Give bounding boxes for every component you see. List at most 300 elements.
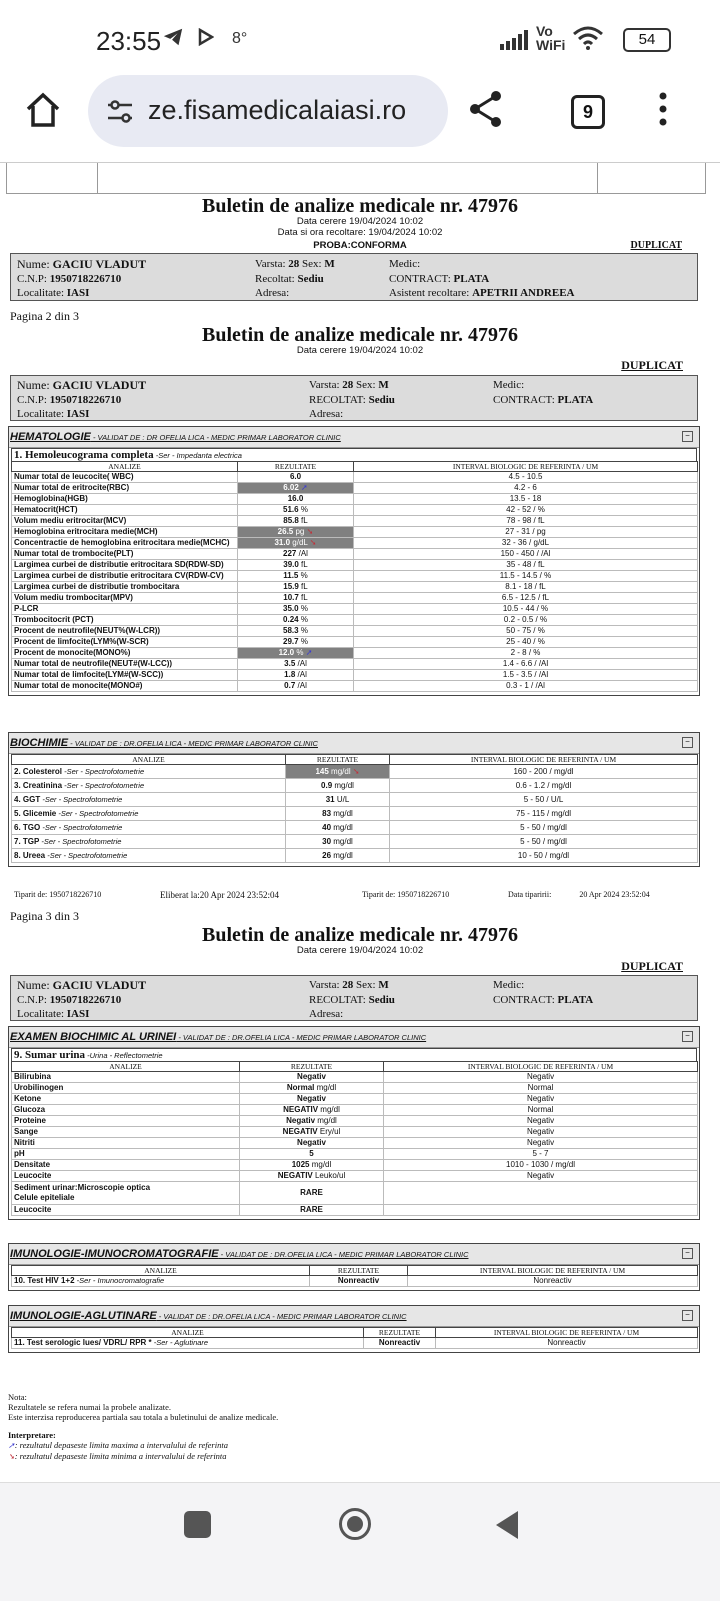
reference-range: 13.5 - 18 [354,494,698,505]
patient-adresa: Adresa: [309,408,344,420]
validat-text: - VALIDAT DE : DR.OFELIA LICA - MEDIC PRIMAR LABORATOR CLINIC [176,1033,427,1042]
reference-range: 0.2 - 0.5 / % [354,615,698,626]
hematologie-section [8,426,700,696]
page3-duplicat: DUPLICAT [621,959,683,973]
patient-medic: Medic: [389,258,421,270]
patient-loc: Localitate: IASI [17,287,90,299]
col-rezultate: REZULTATE [238,462,354,472]
web-page [0,163,720,1475]
page2-patient-box [10,375,698,421]
analysis-name: 8. Ureea [14,851,46,860]
result-unit: Leuko/ul [312,1171,346,1180]
table-row [12,1338,698,1349]
reference-range: 4.5 - 10.5 [354,472,698,483]
reference-range: Negativ [384,1138,698,1149]
navigation-bar [0,1482,720,1601]
analysis-name: Sange [12,1127,240,1138]
validat-text: - VALIDAT DE : DR OFELIA LICA - MEDIC PRIMAR LABORATOR CLINIC [90,433,341,442]
nota-line-1: Rezultatele se refera numai la probele analizate. [8,1402,172,1412]
home-icon[interactable] [24,92,62,133]
reference-range: 32 - 36 / g/dL [354,538,698,549]
data-tiparirii: Data tiparirii: 20 Apr 2024 23:52:04 [508,890,650,899]
table-row [12,765,698,779]
interp-line-2: : rezultatul depaseste limita minima a intervalului de referinta [14,1451,227,1461]
result-unit: % [294,648,304,657]
table-row [12,505,698,516]
page3-data-cerere: Data cerere 19/04/2024 10:02 [296,945,424,956]
eliberat-la: Eliberat la:20 Apr 2024 23:52:04 [160,890,279,900]
battery-icon: 54 [623,28,671,52]
analysis-name: 5. Glicemie [14,809,57,818]
result-value: 31 [325,795,335,804]
reference-range: 1.5 - 3.5 / /Al [354,670,698,681]
collapse-icon[interactable]: − [682,431,693,442]
collapse-icon[interactable]: − [682,1248,693,1259]
table-row [12,593,698,604]
proba-label: PROBA:CONFORMA [313,240,407,251]
patient-medic: Medic: [493,979,525,991]
result-value: 1.8 [284,670,296,679]
back-button[interactable] [494,1509,520,1546]
analysis-method: -Ser - Spectrofotometrie [56,809,139,818]
analysis-name: Procent de limfocite(LYM%(W-SCR) [12,637,238,648]
result-value: 16.0 [287,494,304,503]
reference-range: 160 - 200 / mg/dl [390,765,698,779]
analysis-name: Densitate [12,1160,240,1171]
table-row [12,1072,698,1083]
result-value: Nonreactiv [378,1338,421,1347]
analysis-method: -Ser - Spectrofotometrie [39,837,122,846]
share-icon[interactable] [468,90,504,133]
result-value: 58.3 [283,626,299,635]
arrow-down-icon: ➘ [350,767,360,776]
reference-range: 5 - 7 [384,1149,698,1160]
result-value: 0.24 [283,615,299,624]
play-icon [198,28,214,51]
section-title: IMUNOLOGIE-IMUNOCROMATOGRAFIE [10,1248,219,1260]
result-value: 145 [315,767,329,776]
arrow-up-icon: ➚ [303,648,313,657]
col-rezultate: REZULTATE [240,1062,384,1072]
test-method: -Ser - Aglutinare [151,1338,209,1347]
section-title: BIOCHIMIE [10,737,69,749]
biochimie-header [9,733,699,754]
result-value: 0.7 [284,681,296,690]
test-name: 10. Test HIV 1+2 [14,1276,75,1285]
status-temp: 8° [232,30,248,47]
analysis-method: -Ser - Spectrofotometrie [62,781,145,790]
result-unit: mg/dl [331,837,353,846]
reference-range: 5 - 50 / mg/dl [390,821,698,835]
result-value: Negativ [297,1138,326,1147]
test-method: -Ser - Impedanta electrica [153,451,242,460]
result-value: Negativ [286,1116,316,1125]
reference-range: 5 - 50 / U/L [390,793,698,807]
arrow-up-icon: ➚ [298,483,308,492]
celule-label: Celule epiteliale [14,1193,75,1202]
data-recoltare: Data si ora recoltare: 19/04/2024 10:02 [277,227,443,238]
result-unit: Ery/ul [317,1127,341,1136]
analysis-name: Numar total de leucocite( WBC) [12,472,238,483]
result-value: 26.5 [277,527,294,536]
celule-value: RARE [300,1188,323,1197]
result-unit: /Al [295,670,307,679]
table-row [12,779,698,793]
analysis-name: Largimea curbei de distributie eritrocitara CV(RDW-CV) [12,571,238,582]
table-row [12,1171,698,1182]
analysis-name: 4. GGT [14,795,41,804]
reference-range: 78 - 98 / fL [354,516,698,527]
imuno1-section [8,1243,700,1291]
patient-adresa: Adresa: [255,287,290,299]
col-interval: INTERVAL BIOLOGIC DE REFERINTA / UM [354,462,698,472]
hematologie-header [9,427,699,448]
analysis-name: 3. Creatinina [14,781,63,790]
table-row [12,1276,698,1287]
telegram-icon [162,26,184,53]
address-bar[interactable] [88,75,448,147]
imuno2-table [11,1327,698,1349]
status-bar [0,0,720,70]
reference-range: Normal [384,1083,698,1094]
analysis-method: -Ser - Spectrofotometrie [40,823,123,832]
imuno1-table [11,1265,698,1287]
result-unit: fL [298,560,308,569]
hematologie-table [11,461,698,692]
result-value: 11.5 [283,571,299,580]
reference-range: 8.1 - 18 / fL [354,582,698,593]
patient-medic: Medic: [493,379,525,391]
table-row [12,516,698,527]
analysis-name: Trombocitocrit (PCT) [12,615,238,626]
patient-contract: CONTRACT: PLATA [493,994,594,1006]
table-row [12,1205,698,1216]
analysis-name: Leucocite [12,1171,240,1182]
analysis-name: Volum mediu eritrocitar(MCV) [12,516,238,527]
test-method: -Ser - Imunocromatografie [74,1276,165,1285]
reference-range: 50 - 75 / % [354,626,698,637]
table-row [12,1116,698,1127]
table-row [12,626,698,637]
table-row [12,807,698,821]
analysis-name: Hematocrit(HCT) [12,505,238,516]
reference-range: 75 - 115 / mg/dl [390,807,698,821]
analysis-name: Urobilinogen [12,1083,240,1094]
result-value: 227 [283,549,297,558]
patient-asistent: Asistent recoltare: APETRII ANDREEA [389,287,575,299]
table-row [12,670,698,681]
test-name: 11. Test serologic lues/ VDRL/ RPR * [14,1338,152,1347]
patient-name: Nume: GACIU VLADUT [17,978,147,992]
reference-range: Negativ [384,1094,698,1105]
reference-range: Negativ [384,1127,698,1138]
analysis-name: 2. Colesterol [14,767,63,776]
result-unit: mg/dl [328,767,351,776]
result-value: Nonreactiv [337,1276,380,1285]
result-unit: mg/dl [332,781,354,790]
tiparit-de-1: Tiparit de: 1950718226710 [14,890,102,899]
result-unit: /Al [295,659,307,668]
col-rezultate: REZULTATE [310,1266,408,1276]
table-row [12,615,698,626]
more-menu-icon[interactable] [659,92,667,131]
result-value: 3.5 [284,659,296,668]
result-value: NEGATIV [282,1127,318,1136]
table-row [12,1105,698,1116]
patient-varsta: Varsta: 28 Sex: M [309,979,389,991]
reference-range: 27 - 31 / pg [354,527,698,538]
result-unit: mg/dl [331,809,353,818]
patient-varsta: Varsta: 28 Sex: M [309,379,389,391]
analysis-name: Nitriti [12,1138,240,1149]
page2-title: Buletin de analize medicale nr. 47976 [202,324,518,346]
reference-range: 25 - 40 / % [354,637,698,648]
col-interval: INTERVAL BIOLOGIC DE REFERINTA / UM [436,1328,698,1338]
reference-range: Normal [384,1105,698,1116]
reference-range: 35 - 48 / fL [354,560,698,571]
table-row [12,1149,698,1160]
analysis-name: 7. TGP [14,837,40,846]
result-value: 15.9 [283,582,299,591]
table-row [12,648,698,659]
reference-range: 5 - 50 / mg/dl [390,835,698,849]
patient-contract: CONTRACT: PLATA [389,273,490,285]
page2-duplicat: DUPLICAT [621,358,683,372]
table-row [12,659,698,670]
arrow-down-icon: ➘ [304,527,314,536]
result-unit: pg [293,527,305,536]
table-row [12,571,698,582]
result-unit: /Al [295,681,307,690]
result-unit: mg/dl [315,1116,337,1125]
biochimie-table [11,754,698,863]
result-value: NEGATIV [277,1171,313,1180]
reference-range: Negativ [384,1116,698,1127]
patient-name: Nume: GACIU VLADUT [17,257,147,271]
result-value: 85.8 [283,516,299,525]
analysis-name: Concentractie de hemoglobina eritrocitara medie(MCHC) [12,538,238,549]
table-row [12,483,698,494]
col-interval: INTERVAL BIOLOGIC DE REFERINTA / UM [384,1062,698,1072]
leucocite-label: Leucocite [12,1205,240,1216]
table-row [12,793,698,807]
result-unit: % [298,615,308,624]
nota-line-2: Este interzisa reproducerea partiala sau totala a buletinului de analize medicale. [8,1412,279,1422]
result-unit: mg/dl [314,1083,337,1092]
test-name: 1. Hemoleucograma completa [14,449,154,461]
analysis-name: Numar total de eritrocite(RBC) [12,483,238,494]
analysis-method: -Ser - Spectrofotometrie [45,851,128,860]
table-row [12,1182,698,1205]
table-row [12,582,698,593]
arrow-down-icon: ➘ [307,538,317,547]
result-value: 0.9 [321,781,333,790]
biochimie-section [8,732,700,867]
urina-table [11,1061,698,1216]
table-row [12,1138,698,1149]
reference-range: 42 - 52 / % [354,505,698,516]
result-value: 1025 [291,1160,310,1169]
patient-varsta: Varsta: 28 Sex: M [255,258,335,270]
analysis-name: pH [12,1149,240,1160]
patient-loc: Localitate: IASI [17,408,90,420]
result-value: 39.0 [283,560,299,569]
page2-data-cerere: Data cerere 19/04/2024 10:02 [296,345,424,356]
patient-contract: CONTRACT: PLATA [493,394,594,406]
patient-cnp: C.N.P: 1950718226710 [17,273,122,285]
analysis-name: Procent de neutrofile(NEUT%(W-LCR)) [12,626,238,637]
table-row [12,494,698,505]
result-unit: mg/dl [318,1105,340,1114]
result-value: Negativ [297,1072,326,1081]
data-cerere: Data cerere 19/04/2024 10:02 [296,216,424,227]
status-time: 23:55 [96,26,162,56]
patient-name: Nume: GACIU VLADUT [17,378,147,392]
wifi-icon [572,26,604,55]
analysis-name: Hemoglobina(HGB) [12,494,238,505]
result-unit: mg/dl [331,851,353,860]
reference-range: 0.3 - 1 / /Al [354,681,698,692]
result-unit: fL [298,593,308,602]
table-row [12,560,698,571]
collapse-icon[interactable]: − [682,1310,693,1321]
analysis-method: -Ser - Spectrofotometrie [62,767,145,776]
result-value: 10.7 [283,593,299,602]
sediment-label: Sediment urinar:Microscopie optica [14,1183,151,1192]
reference-range: 150 - 450 / /Al [354,549,698,560]
reference-range: Negativ [384,1171,698,1182]
patient-recoltat: Recoltat: Sediu [255,273,324,285]
result-value: 83 [322,809,332,818]
test-method: -Urina - Reflectometrie [85,1051,163,1060]
result-unit: % [298,626,308,635]
col-analize: ANALIZE [12,462,238,472]
result-value: NEGATIV [283,1105,319,1114]
analysis-method: -Ser - Spectrofotometrie [40,795,123,804]
analysis-name: Numar total de monocite(MONO#) [12,681,238,692]
reference-range: 4.2 - 6 [354,483,698,494]
page-title: Buletin de analize medicale nr. 47976 [202,195,518,217]
test-name: 9. Sumar urina [14,1049,86,1061]
home-button[interactable] [338,1507,372,1546]
validat-text: - VALIDAT DE : DR.OFELIA LICA - MEDIC PRIMAR LABORATOR CLINIC [156,1312,407,1321]
result-unit: % [298,604,308,613]
col-analize: ANALIZE [12,1328,364,1338]
table-row [12,604,698,615]
validat-text: - VALIDAT DE : DR.OFELIA LICA - MEDIC PRIMAR LABORATOR CLINIC [218,1250,469,1259]
analysis-name: Numar total de trombocite(PLT) [12,549,238,560]
analysis-name: Procent de monocite(MONO%) [12,648,238,659]
table-row [12,1160,698,1171]
imuno2-header [9,1306,699,1327]
recents-button[interactable] [184,1511,211,1538]
analysis-name: Bilirubina [12,1072,240,1083]
patient-recoltat: RECOLTAT: Sediu [309,394,395,406]
table-row [12,835,698,849]
analysis-name: Ketone [12,1094,240,1105]
leucocite-value: RARE [300,1205,323,1214]
result-value: 51.6 [283,505,299,514]
result-unit: % [298,637,308,646]
patient-loc: Localitate: IASI [17,1008,90,1020]
result-unit: % [298,505,308,514]
interpretare-title: Interpretare: [8,1430,56,1440]
tab-switcher-button[interactable]: 9 [571,95,605,129]
analysis-name: Volum mediu trombocitar(MPV) [12,593,238,604]
result-value: Negativ [297,1094,326,1103]
table-row [12,527,698,538]
section-title: IMUNOLOGIE-AGLUTINARE [10,1310,157,1322]
site-settings-icon[interactable] [106,99,136,130]
reference-range: 10.5 - 44 / % [354,604,698,615]
reference-range: 0.6 - 1.2 / mg/dl [390,779,698,793]
result-unit: g/dL [290,538,308,547]
table-row [12,849,698,863]
table-row [12,681,698,692]
col-rezultate: REZULTATE [364,1328,436,1338]
patient-cnp: C.N.P: 1950718226710 [17,394,122,406]
pagina-2-label: Pagina 2 din 3 [10,309,79,323]
signal-icon [500,30,530,55]
table-row [12,472,698,483]
result-value: 6.02 [283,483,299,492]
analysis-name: 6. TGO [14,823,41,832]
result-value: 6.0 [289,472,302,481]
arrow-up-icon: ➚ [8,1441,15,1450]
collapse-icon[interactable]: − [682,737,693,748]
result-value: 40 [322,823,332,832]
col-rezultate: REZULTATE [286,755,390,765]
analysis-name: Proteine [12,1116,240,1127]
result-unit: % [298,571,308,580]
url-text[interactable]: ze.fisamedicalaiasi.ro [148,95,407,125]
patient-cnp: C.N.P: 1950718226710 [17,994,122,1006]
reference-range: Negativ [384,1072,698,1083]
tiparit-de-2: Tiparit de: 1950718226710 [362,890,450,899]
reference-range: Nonreactiv [436,1338,698,1349]
table-row [12,549,698,560]
table-row [12,637,698,648]
col-analize: ANALIZE [12,755,286,765]
validat-text: - VALIDAT DE : DR.OFELIA LICA - MEDIC PRIMAR LABORATOR CLINIC [68,739,318,748]
top-grid [6,163,706,194]
section-title: EXAMEN BIOCHIMIC AL URINEI [10,1031,177,1043]
pagina-3-label: Pagina 3 din 3 [10,909,79,923]
analysis-name: Hemoglobina eritrocitara medie(MCH) [12,527,238,538]
result-unit: mg/dl [331,823,353,832]
analysis-name: Numar total de limfocite(LYM#(W-SCC)) [12,670,238,681]
reference-range: Nonreactiv [408,1276,698,1287]
result-value: 35.0 [283,604,299,613]
col-analize: ANALIZE [12,1062,240,1072]
vowifi-label: Vo WiFi [536,23,566,53]
interp-line-1: : rezultatul depaseste limita maxima a intervalului de referinta [14,1440,228,1450]
result-value: 29.7 [283,637,299,646]
page3-title: Buletin de analize medicale nr. 47976 [202,924,518,946]
result-value: Normal [286,1083,315,1092]
analysis-name: P-LCR [12,604,238,615]
table-row [12,1094,698,1105]
analysis-name: Glucoza [12,1105,240,1116]
table-row [12,538,698,549]
result-value: 30 [322,837,332,846]
arrow-down-icon: ➘ [8,1452,15,1461]
collapse-icon[interactable]: − [682,1031,693,1042]
reference-range: 11.5 - 14.5 / % [354,571,698,582]
result-unit: /Al [296,549,308,558]
imuno2-section [8,1305,700,1353]
patient-box [10,253,698,301]
